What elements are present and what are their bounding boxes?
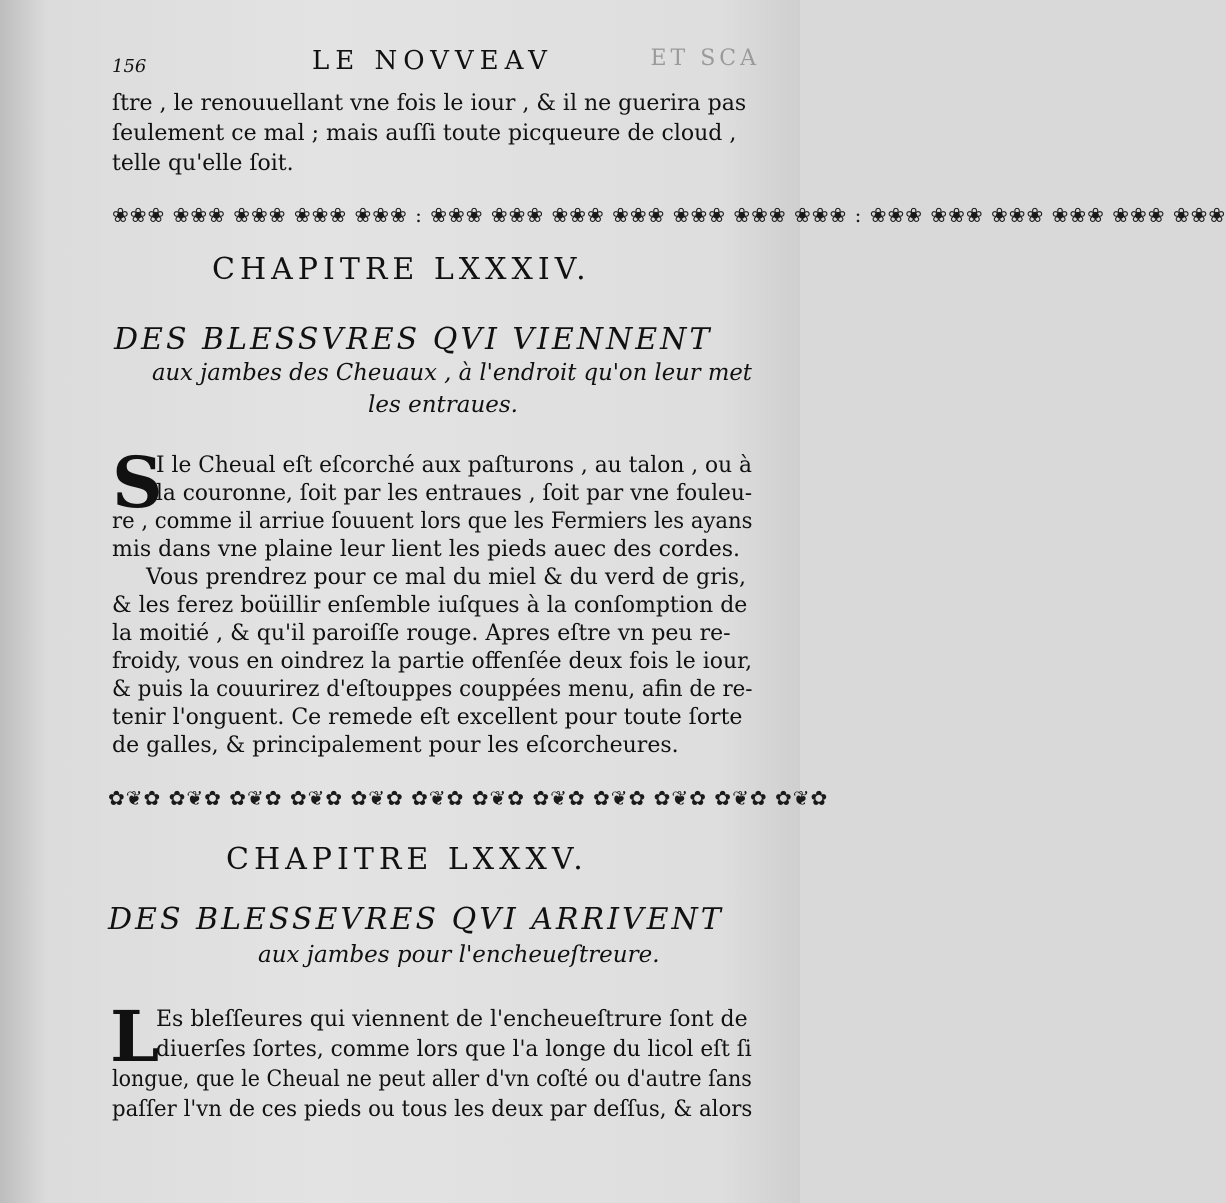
paragraph-line: tenir l'onguent. Ce remede eſt excellent pour toute ſorte <box>112 705 743 730</box>
ornament-rule: ❀❀❀ ❀❀❀ ❀❀❀ ❀❀❀ ❀❀❀ : ❀❀❀ ❀❀❀ ❀❀❀ ❀❀❀ ❀❀❀ ❀❀❀ ❀❀❀ : ❀❀❀ ❀❀❀ ❀❀❀ ❀❀❀ ❀❀❀ ❀❀❀ <box>112 203 1226 227</box>
chapter-subtitle-line: aux jambes pour l'encheueſtreure. <box>258 942 660 968</box>
paragraph-line: Vous prendrez pour ce mal du miel & du verd de gris, <box>146 565 746 590</box>
intro-line: ſeulement ce mal ; mais auſſi toute picqueure de cloud , <box>112 121 737 146</box>
chapter-subtitle-line: les entraues. <box>368 392 518 418</box>
paragraph-line: re , comme il arriue ſouuent lors que les Fermiers les ayans <box>112 509 753 534</box>
intro-line: telle qu'elle ſoit. <box>112 151 294 176</box>
paragraph-line: diuerſes ſortes, comme lors que l'a longe du licol eſt ſi <box>156 1037 752 1062</box>
chapter-title: CHAPITRE LXXXV. <box>226 842 588 877</box>
running-head: LE NOVVEAV <box>312 46 553 76</box>
drop-cap: S <box>112 441 163 524</box>
paragraph-line: & puis la couurirez d'eſtouppes couppées menu, afin de re- <box>112 677 753 702</box>
chapter-subtitle: DES BLESSEVRES QVI ARRIVENT <box>108 902 724 937</box>
paragraph-line: la couronne, ſoit par les entraues , ſoit par vne fouleu- <box>156 481 753 506</box>
paragraph-line: de galles, & principalement pour les eſcorcheures. <box>112 733 679 758</box>
ornament-rule: ✿❦✿ ✿❦✿ ✿❦✿ ✿❦✿ ✿❦✿ ✿❦✿ ✿❦✿ ✿❦✿ ✿❦✿ ✿❦✿ ✿❦✿ ✿❦✿ <box>108 786 829 810</box>
paragraph-line: & les ferez boüillir enſemble iuſques à la conſomption de <box>112 593 748 618</box>
chapter-subtitle: DES BLESSVRES QVI VIENNENT <box>114 322 713 357</box>
paragraph-line: la moitié , & qu'il paroiſſe rouge. Apres eſtre vn peu re- <box>112 621 731 646</box>
paragraph-line: froidy, vous en oindrez la partie offenſée deux fois le iour, <box>112 649 753 674</box>
page-number: 156 <box>112 56 147 77</box>
chapter-subtitle-line: aux jambes des Cheuaux , à l'endroit qu'on leur met <box>152 360 752 386</box>
drop-cap: L <box>110 995 160 1078</box>
paragraph-line: I le Cheual eſt eſcorché aux paſturons , au talon , ou à <box>156 453 753 478</box>
paragraph-line: longue, que le Cheual ne peut aller d'vn coſté ou d'autre ſans <box>112 1067 752 1092</box>
paragraph-line: Es bleſſeures qui viennent de l'encheueſtrure ſont de <box>156 1007 748 1032</box>
paragraph-line: paſſer l'vn de ces pieds ou tous les deux par deſſus, & alors <box>112 1097 753 1122</box>
paragraph-line: mis dans vne plaine leur lient les pieds auec des cordes. <box>112 537 741 562</box>
intro-line: ſtre , le renouuellant vne fois le iour , & il ne guerira pas <box>112 91 747 116</box>
chapter-title: CHAPITRE LXXXIV. <box>212 252 591 287</box>
bleed-through-text: ET SCA <box>650 46 760 71</box>
page-header <box>112 44 760 84</box>
